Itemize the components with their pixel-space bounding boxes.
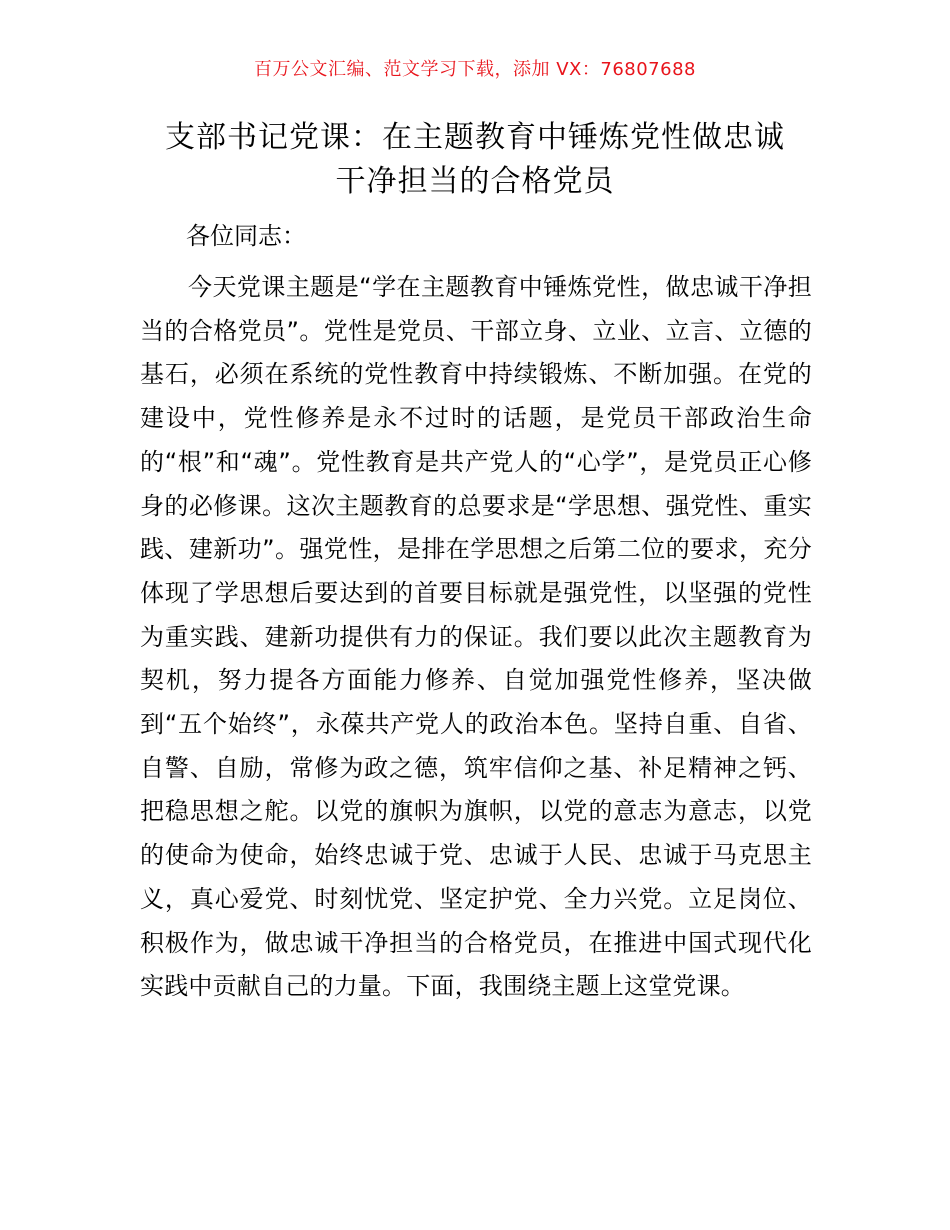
document-title-line-1: 支部书记党课：在主题教育中锤炼党性做忠诚 xyxy=(165,120,785,155)
document-title-line-2: 干净担当的合格党员 xyxy=(335,164,615,199)
body-paragraph: 今天党课主题是“学在主题教育中锤炼党性，做忠诚干净担当的合格党员”。党性是党员、干部立身、立业、立言、立德的基石，必须在系统的党性教育中持续锻炼、不断加强。在党的建设中，党性修养是永不过时的话题，是党员干部政治生命的“根”和“魂”。党性教育是共产党人的“心学”，是党员正心修身的必修课。这次主题教育的总要求是“学思想、强党性、重实践、建新功”。强党性，是排在学思想之后第二位的要求，充分体现了学思想后要达到的首要目标就是强党性，以坚强的党性为重实践、建新功提供有力的保证。我们要以此次主题教育为契机，努力提各方面能力修养、自觉加强党性修养，坚决做到“五个始终”，永葆共产党人的政治本色。坚持自重、自省、自警、自励，常修为政之德，筑牢信仰之基、补足精神之钙、把稳思想之舵。以党的旗帜为旗帜，以党的意志为意志，以党的使命为使命，始终忠诚于党、忠诚于人民、忠诚于马克思主义，真心爱党、时刻忧党、坚定护党、全力兴党。立足岗位、积极作为，做忠诚干净担当的合格党员，在推进中国式现代化实践中贡献自己的力量。下面，我围绕主题上这堂党课。 xyxy=(140,273,812,1001)
document-title xyxy=(130,116,820,204)
salutation: 各位同志： xyxy=(186,222,306,250)
header-watermark-note: 百万公文汇编、范文学习下载，添加 VX：76807688 xyxy=(254,59,696,80)
